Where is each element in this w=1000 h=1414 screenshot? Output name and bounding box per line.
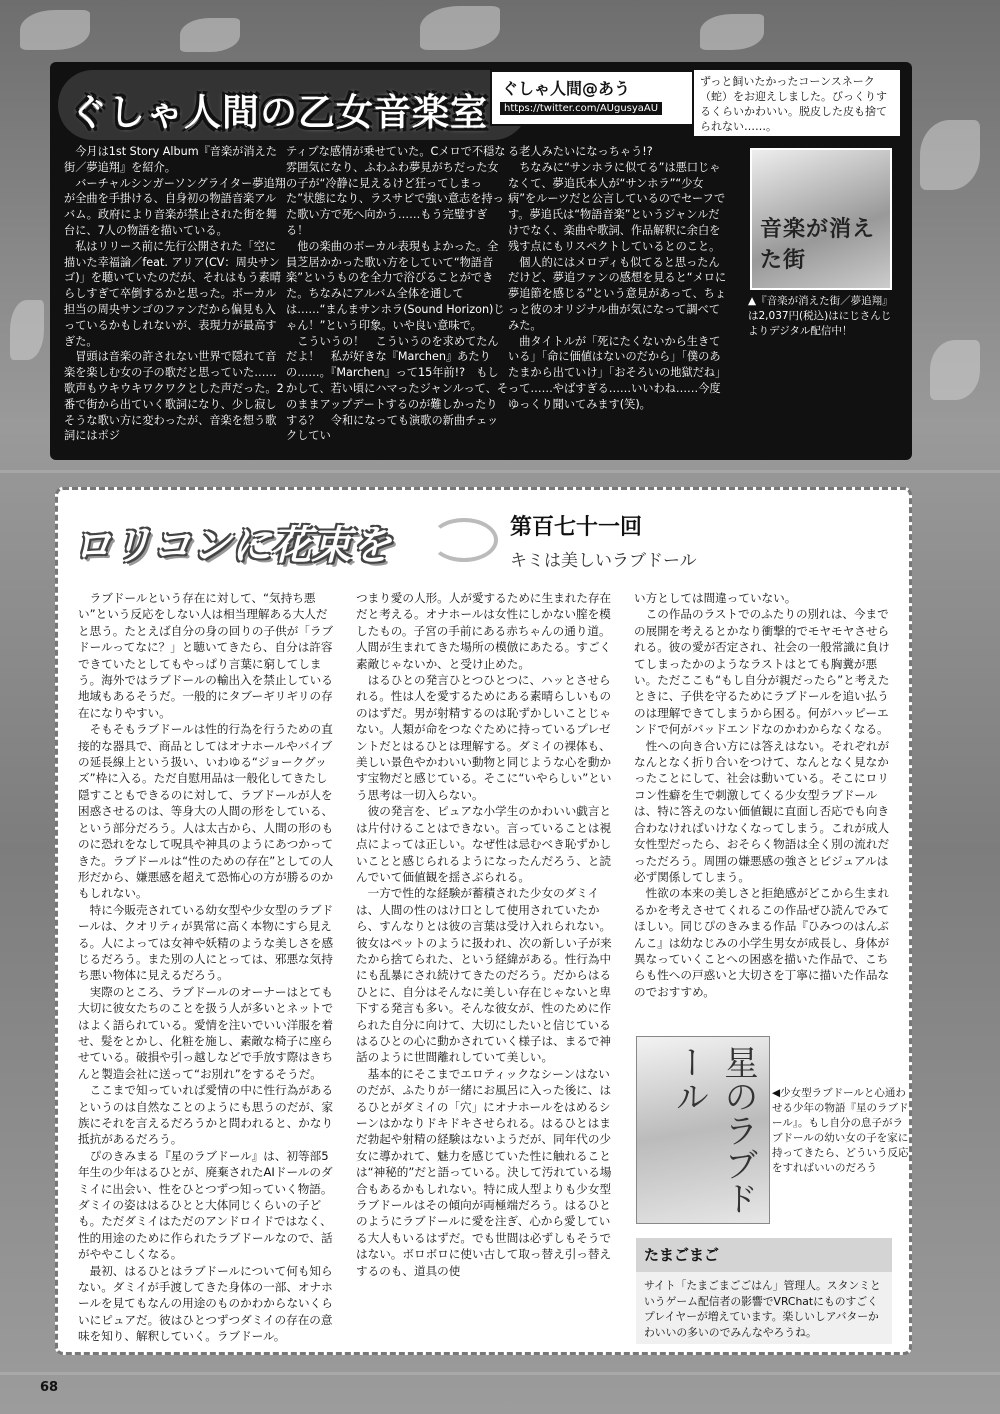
leaf-decoration bbox=[420, 6, 500, 50]
profile-name: たまごまご bbox=[644, 1246, 720, 1264]
series-logo: ロリコンに花束を bbox=[72, 522, 392, 569]
page-number: 68 bbox=[40, 1380, 59, 1395]
leaf-decoration bbox=[20, 10, 90, 50]
review-column-1: ラブドールという存在に対して、“気持ち悪い”という反応をしない人は相当理解ある大人だと思う。たとえば自分の身の回りの子供が「ラブドールってなに？」と聴いてきたら、自分は許容できていたとしてもやっぱり言葉に窮してしまう。海外ではラブドールの輸出入を禁止している地域もあるそうだ。一般的にタブーギリギリの存在になりやすい。 そもそもラブドールは性的行為を行うための直接的な器具で、商品としてはオナホールやバイブの延長線上という扱い、いわゆる“ジョークグッズ”枠に入る。ただ自慰用品は一般化してきたし隠すこともできるのに対して、ラブドールが人を困惑させるのは、等身大の人間の形をしている、という部分だろう。人は太古から、人間の形のものに恐れをなして呪具や神具のようにあつかってきた。ラブドールは“性のための存在”としての人形だから、嫌悪感を超えて恐怖心の方が勝るのかもしれない。 特に今販売されている幼女型や少女型のラブドールは、クオリティが異常に高く本物にすら見える。人によっては女神や妖精のような美しさを感じるだろう。また別の人にとっては、邪悪な気持ち悪い物体に見えるだろう。 実際のところ、ラブドールのオーナーはとても大切に彼女たちのことを扱う人が多いとネットではよく語られている。愛情を注いでいい洋服を着せ、髪をとかし、化粧を施し、素敵な椅子に座らせている。破損や引っ越しなどで手放す際はきちんと製造会社に送って“お別れ”をするそうだ。 ここまで知っていれば愛情の中に性行為があるというのは自然なことのようにも思うのだが、家族にそれを言えるだろうかと問われると、かなり抵抗があるだろう。 ぴのきみまる『星のラブドール』は、初等部5年生の少年はるひとが、廃棄されたAIドールのダミイに出会い、性をひとつずつ知っていく物語。ダミイの姿ははるひとと大体同じくらいの子ども。ただダミイはただのアンドロイドではなく、性的用途のために作られたラブドールなので、話がややこしくなる。 最初、はるひとはラブドールについて何も知らない。ダミイが手渡してきた身体の一部、オナホールを見てもなんの用途のものかわからないくらいにピュアだ。彼はひとつずつダミイの存在の意味を知り、解釈していく。ラブドール。 bbox=[78, 591, 334, 1344]
author-url-link[interactable]: https://twitter.com/AUgusyaAU bbox=[500, 102, 662, 115]
profile-header bbox=[636, 1238, 892, 1272]
profile-body: サイト「たまごまごごはん」管理人。スタンミというゲーム配信者の影響でVRChatにものすごくプレイヤーが増えています。楽しいしアバターかわいいの多いのでみんなやろうね。 bbox=[636, 1272, 892, 1344]
episode-subtitle: キミは美しいラブドール bbox=[510, 551, 697, 571]
leaf-decoration bbox=[700, 14, 764, 50]
manga-review-panel bbox=[55, 487, 912, 1355]
leaf-decoration bbox=[10, 300, 44, 360]
book-cover-image bbox=[636, 1036, 770, 1224]
album-cover-title: 音楽が消えた街 bbox=[760, 217, 876, 273]
article-column-2: ティブな感情が乗せていた。Cメロで不穏な雰囲気になり、ふわふわ夢見がちだった女の子が“冷静に見えるけど狂ってしまった”状態になり、ラスサビで強い意志を持った歌い方で死へ向かう……もう完璧すぎる！ 他の楽曲のボーカル表現もよかった。全員芝居かかった歌い方をしていて“物語音楽”というものを全力で浴びることができた。ちなみにアルバム全体を通しては……“まんまサンホラ(Sound Horizon)じゃん！”という印象。いや良い意味で。 こういうの！ こういうのを求めてたんだよ！ 私が好きな『Marchen』あたりの……。『Marchen』って15年前!? もしかして、若い頃にハマったジャンルって、そのままアップデートするのが難しかったりする？ 令和になっても演歌の新曲チェックしてい bbox=[286, 145, 509, 443]
album-caption: ▲『音楽が消えた街／夢追翔』は2,037円(税込)はにじさんじよりデジタル配信中！ bbox=[748, 295, 893, 337]
wood-grain bbox=[0, 470, 1000, 473]
author-name: ぐしゃ人間@あう bbox=[502, 79, 631, 98]
episode-number: 第百七十一回 bbox=[510, 515, 643, 540]
leaf-decoration bbox=[180, 18, 240, 52]
wood-grain bbox=[0, 1372, 1000, 1375]
album-cover-image bbox=[750, 148, 892, 290]
author-box bbox=[490, 70, 694, 126]
column-logo bbox=[58, 70, 528, 140]
swirl-ornament bbox=[430, 518, 498, 562]
music-column-panel bbox=[50, 62, 912, 460]
book-cover-title: 星のラブドール bbox=[669, 1045, 758, 1215]
leaf-decoration bbox=[920, 120, 980, 190]
book-caption: ◀少女型ラブドールと心通わせる少年の物語『星のラブドール』。もし自分の息子がラブドールの幼い女の子を家に持ってきたら、どういう反応をすればいいのだろう bbox=[772, 1087, 909, 1174]
review-column-2: つまり愛の人形。人が愛するために生まれた存在だと考える。オナホールは女性にしかない膣を模したもの。子宮の手前にある赤ちゃんの通り道。人間が生まれてきた場所の模倣にあたる。すごく素敵じゃないか、と受け止めた。 はるひとの発言ひとつひとつに、ハッとさせられる。性は人を愛するためにある素晴らしいもののはずだ。男が射精するのは恥ずかしいことじゃない。人類が命をつなぐために持っているプレゼントだとはるひとは理解する。ダミイの裸体も、美しい景色やかわいい動物と同じような心を動かす宝物だと感じている。そこに“いやらしい”という思考は一切入らない。 彼の発言を、ピュアな小学生のかわいい戯言とは片付けることはできない。言っていることは視点によっては正しい。なぜ性は忌むべき恥ずかしいことと感じられるようになったんだろう、と読んでいて価値観を揺さぶられる。 一方で性的な経験が蓄積された少女のダミイは、人間の性のはけ口として使用されていたから、すんなりとは彼の言葉は受け入れられない。彼女はペットのように扱われ、次の新しい子が来たから捨てられた、という経緯がある。性行為中にも乱暴にされ続けてきたのだろう。だからはるひとに、自分はそんなに美しい存在じゃないと卑下する発言も多い。そんな彼女が、性のために作られた自分に向けて、大切にしたいと信じているはるひとの心に動かされていく様子は、まるで神話のように世間離れしていて美しい。 基本的にそこまでエロティックなシーンはないのだが、ふたりが一緒にお風呂に入った後に、はるひとがダミイの「穴」にオナホールをはめるシーンはかなりドキドキさせられる。はるひとはまだ勃起や射精の経験はないようだが、同年代の少女に導かれて、魅力を感じていた性に触れることは“神秘的”だと語っている。決して汚れている場合もあるかもしれない。特に成人型よりも少女型ラブドールはその傾向が両極端だろう。はるひとのようにラブドールに愛を注ぎ、心から愛している大人もいるはずだ。でも世間は必ずしもそうではない。ボロボロに使い古して取っ替え引っ替えするのも、道具の使 bbox=[356, 591, 612, 1278]
article-column-1: 今月は1st Story Album『音楽が消えた街／夢追翔』を紹介。 バーチャルシンガーソングライター夢追翔が全曲を手掛ける、自身初の物語音楽アルバム。政府により音楽が禁止された街を舞台に、7人の物語を描いている。 私はリリース前に先行公開された「空に描いた幸福論／feat. アリア(CV：周央サンゴ)」を聴いていたのだが、それはもう素晴らしすぎて卒倒するかと思った。ボーカル担当の周央サンゴのファンだから偏見も入っているかもしれないが、表現力が最高すぎた。 冒頭は音楽の許されない世界で隠れて音楽を楽しむ女の子の歌だと思っていた……歌声もウキウキワクワクとした声だった。2番で街から出ていく歌詞になり、少し寂しそうな歌い方に変わったが、音楽を想う歌詞にはポジ bbox=[64, 145, 286, 443]
review-column-3: い方としては間違っていない。 この作品のラストでのふたりの別れは、今までの展開を考えるとかなり衝撃的でモヤモヤさせられる。彼の愛が否定され、社会の一般常識に負けてしまったかのようなラストはとても胸糞が悪い。ただここも“もし自分が親だったら”と考えたときに、子供を守るためにラブドールを追い払うのは理解できてしまうから困る。何がハッピーエンドで何がバッドエンドなのかわからなくなる。 性への向き合い方には答えはない。それぞれがなんとなく折り合いをつけて、なんとなく見なかったことにして、社会は動いている。そこにロリコン性癖を生で刺激してくる少女型ラブドールは、特に答えのない価値観に直面し否応でも向き合わなければいけなくなってしまう。これが成人女性型だったら、おそらく物語は全く別の流れだっただろう。周囲の嫌悪感の強さとビジュアルは必ず関係してしまう。 性欲の本来の美しさと拒絶感がどこから生まれるかを考えさせてくれるこの作品ぜひ読んでみてほしい。同じぴのきみまる作品『ひみつのはんぶんこ』は幼なじみの小学生男女が成長し、身体が異なっていくことへの困惑を描いた作品で、こちらも性への戸惑いと大切さを丁寧に描いた作品なのでおすすめ。 bbox=[634, 591, 890, 999]
article-column-3: る老人みたいになっちゃう!? ちなみに“サンホラに似てる”は悪口じゃなくて、夢追氏本人が“サンホラ”“少女病”をルーツだと公言しているのでセーフです。夢追氏は“物語音楽”というジャンルだけでなく、楽曲や歌詞、作品解釈に余白を残す点にもリスペクトしているとのこと。 個人的にはメロディも似てると思ったんだけど、夢追ファンの感想を見ると“メロに夢追節を感じる”という意見があって、ちょっと彼のオリジナル曲が気になって調べてみた。 曲タイトルが「死にたくないから生きている」「命に価値はないのだから」「僕のあたまから出ていけ」「おそろいの地獄だね」って……やばすぎる……いいわね……今度ゆっくり聞いてみます(笑)。 bbox=[508, 145, 727, 411]
leaf-decoration bbox=[930, 340, 980, 400]
author-note: ずっと飼いたかったコーンスネーク（蛇）をお迎えしました。びっくりするくらいかわいい。脱皮した皮も捨てられない……。 bbox=[694, 70, 900, 136]
column-logo-text: ぐしゃ人間の乙女音楽室 bbox=[70, 91, 488, 134]
